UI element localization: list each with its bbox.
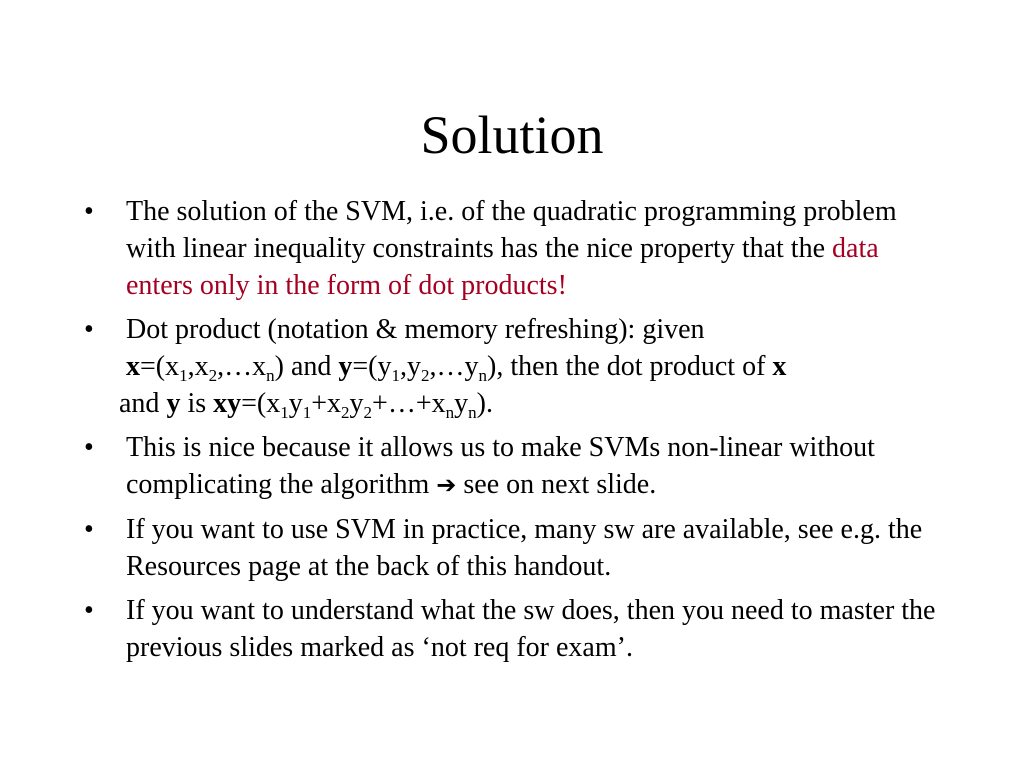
bullet-item-dot-product <box>84 311 944 422</box>
subscript: n <box>266 366 275 385</box>
formula-text: ), then the dot product of <box>487 351 773 382</box>
bullet-text: The solution of the SVM, i.e. of the quadratic programming problem with linear inequality constraints has the nice property that the <box>126 196 897 264</box>
highlighted-text: data enters only in the form of dot products! <box>126 233 879 301</box>
bullet-list <box>84 193 944 673</box>
formula-text: ,…y <box>429 351 479 382</box>
formula-text: ,y <box>400 351 422 382</box>
subscript: 1 <box>179 366 188 385</box>
bullet-dot: • <box>84 196 94 227</box>
formula-text: =(x <box>140 351 180 382</box>
slide-title: Solution <box>420 105 604 165</box>
formula-text: y <box>454 388 469 419</box>
bullet-text: This is nice because it allows us to make SVMs non-linear without complicating the algorithm <box>126 432 875 500</box>
subscript: n <box>478 366 488 385</box>
vector-y: y <box>166 388 181 419</box>
formula-text: =(y <box>352 351 392 382</box>
formula-text: and <box>119 388 167 419</box>
formula-text: ). <box>476 388 493 419</box>
formula-text: +x <box>311 388 342 419</box>
formula-text: ,x <box>187 351 209 382</box>
subscript: n <box>468 403 477 422</box>
formula-text: ) and <box>274 351 339 382</box>
subscript: 2 <box>421 366 430 385</box>
subscript: 1 <box>302 403 312 422</box>
vector-x: x <box>772 351 787 382</box>
subscript: n <box>445 403 455 422</box>
subscript: 1 <box>280 403 289 422</box>
bullet-dot: • <box>84 432 94 463</box>
subscript: 2 <box>363 403 373 422</box>
right-arrow-icon: ➔ <box>436 471 457 499</box>
bullet-item-practice <box>84 511 944 585</box>
vector-x: x <box>126 351 140 382</box>
formula-text: ,…x <box>217 351 267 382</box>
formula-text: +…+x <box>372 388 446 419</box>
subscript: 2 <box>341 403 350 422</box>
subscript: 2 <box>208 366 218 385</box>
bullet-text: If you want to use SVM in practice, many sw are available, see e.g. the Resources page at the back of this handout. <box>126 514 923 582</box>
formula-text: y <box>349 388 364 419</box>
bullet-item-solution-property <box>84 193 944 304</box>
subscript: 1 <box>391 366 401 385</box>
formula-text: y <box>288 388 303 419</box>
bullet-dot: • <box>84 595 94 626</box>
vector-xy: xy <box>213 388 242 419</box>
bullet-dot: • <box>84 514 94 545</box>
bullet-text: see on next slide. <box>456 469 657 500</box>
bullet-item-non-linear <box>84 429 944 504</box>
formula-text: =(x <box>241 388 281 419</box>
formula-text: is <box>180 388 214 419</box>
bullet-item-understand <box>84 592 944 666</box>
bullet-text: Dot product (notation & memory refreshing): given <box>126 314 705 345</box>
bullet-dot: • <box>84 314 94 345</box>
bullet-text: If you want to understand what the sw does, then you need to master the previous slides marked as ‘not req for exam’. <box>126 595 936 663</box>
vector-y: y <box>338 351 353 382</box>
